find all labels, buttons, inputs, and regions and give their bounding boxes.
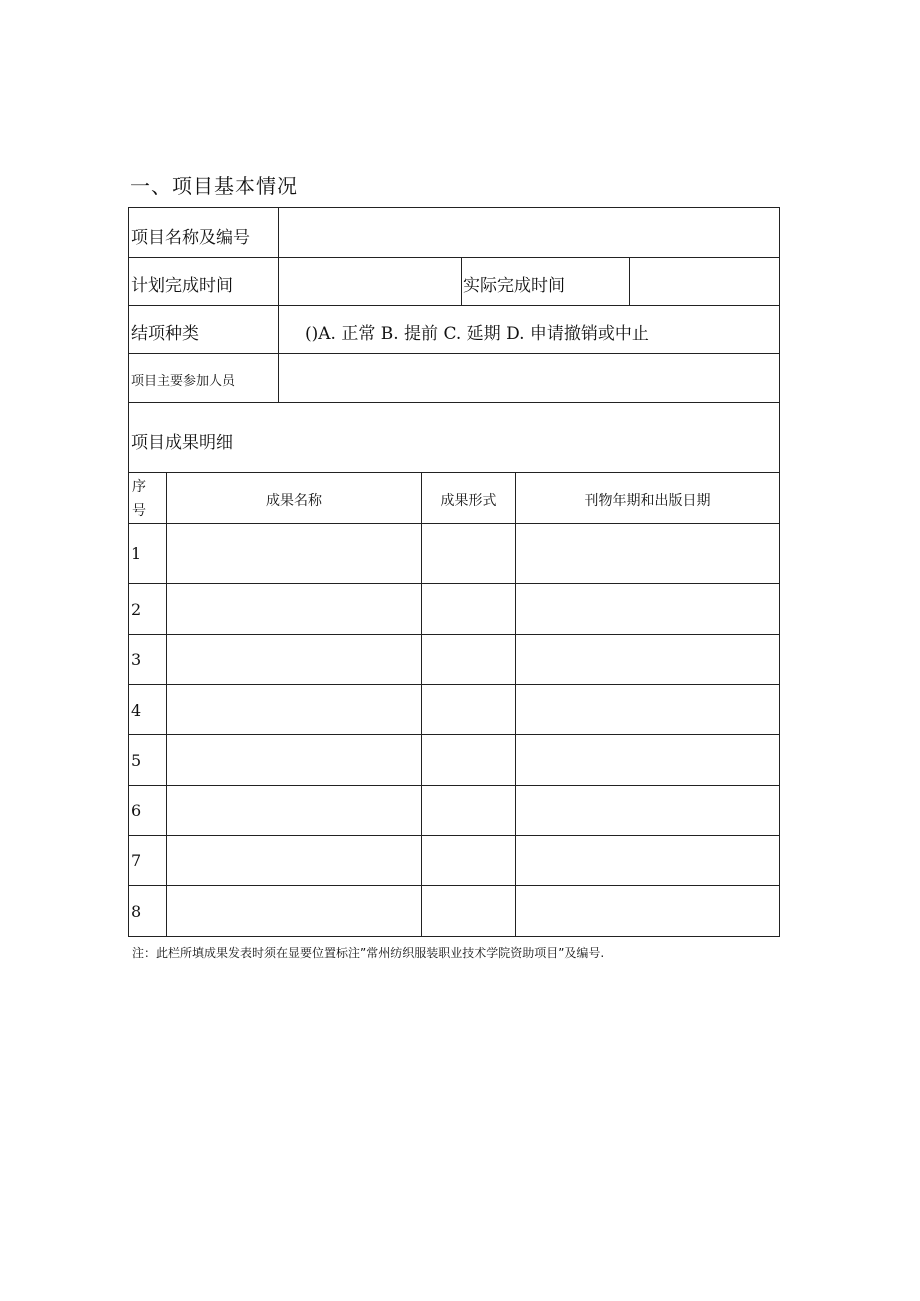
row-divider (129, 885, 779, 886)
planned-time-field[interactable] (279, 258, 461, 305)
row-number: 6 (131, 801, 142, 820)
row-number: 8 (131, 902, 142, 921)
col-divider (461, 257, 462, 305)
row-divider (129, 402, 779, 403)
seq-header-line2: 号 (132, 503, 146, 519)
results-detail-label: 项目成果明细 (131, 433, 233, 453)
members-label: 项目主要参加人员 (131, 374, 236, 389)
closure-type-options[interactable]: ()A. 正常 B. 提前 C. 延期 D. 申请撤销或中止 (305, 324, 649, 344)
seq-header-line1: 序 (132, 479, 146, 495)
project-name-field[interactable] (279, 208, 779, 257)
section-title: 一、项目基本情况 (130, 174, 298, 198)
row-number: 5 (131, 751, 142, 770)
row-divider (129, 583, 779, 584)
row-divider (129, 472, 779, 473)
row-number: 3 (131, 650, 142, 669)
planned-time-label: 计划完成时间 (131, 276, 233, 296)
publication-date-header: 刊物年期和出版日期 (584, 493, 711, 509)
row-divider (129, 634, 779, 635)
row-divider (129, 305, 779, 306)
project-name-label: 项目名称及编号 (131, 228, 250, 248)
project-form (128, 207, 780, 937)
result-form-header: 成果形式 (440, 493, 497, 509)
row-divider (129, 684, 779, 685)
row-number: 2 (131, 600, 142, 619)
row-divider (129, 523, 779, 524)
members-field[interactable] (279, 354, 779, 402)
row-divider (129, 835, 779, 836)
row-divider (129, 734, 779, 735)
row-number: 4 (131, 701, 142, 720)
result-name-header: 成果名称 (266, 493, 322, 509)
actual-time-label: 实际完成时间 (463, 276, 565, 296)
col-divider (515, 472, 516, 936)
row-number: 1 (131, 544, 142, 563)
row-number: 7 (131, 851, 142, 870)
col-divider (166, 472, 167, 936)
closure-type-label: 结项种类 (131, 324, 199, 344)
col-divider (421, 472, 422, 936)
actual-time-field[interactable] (630, 258, 779, 305)
row-divider (129, 785, 779, 786)
footnote: 注：此栏所填成果发表时须在显要位置标注”常州纺织服装职业技术学院资助项目”及编号. (132, 946, 605, 960)
